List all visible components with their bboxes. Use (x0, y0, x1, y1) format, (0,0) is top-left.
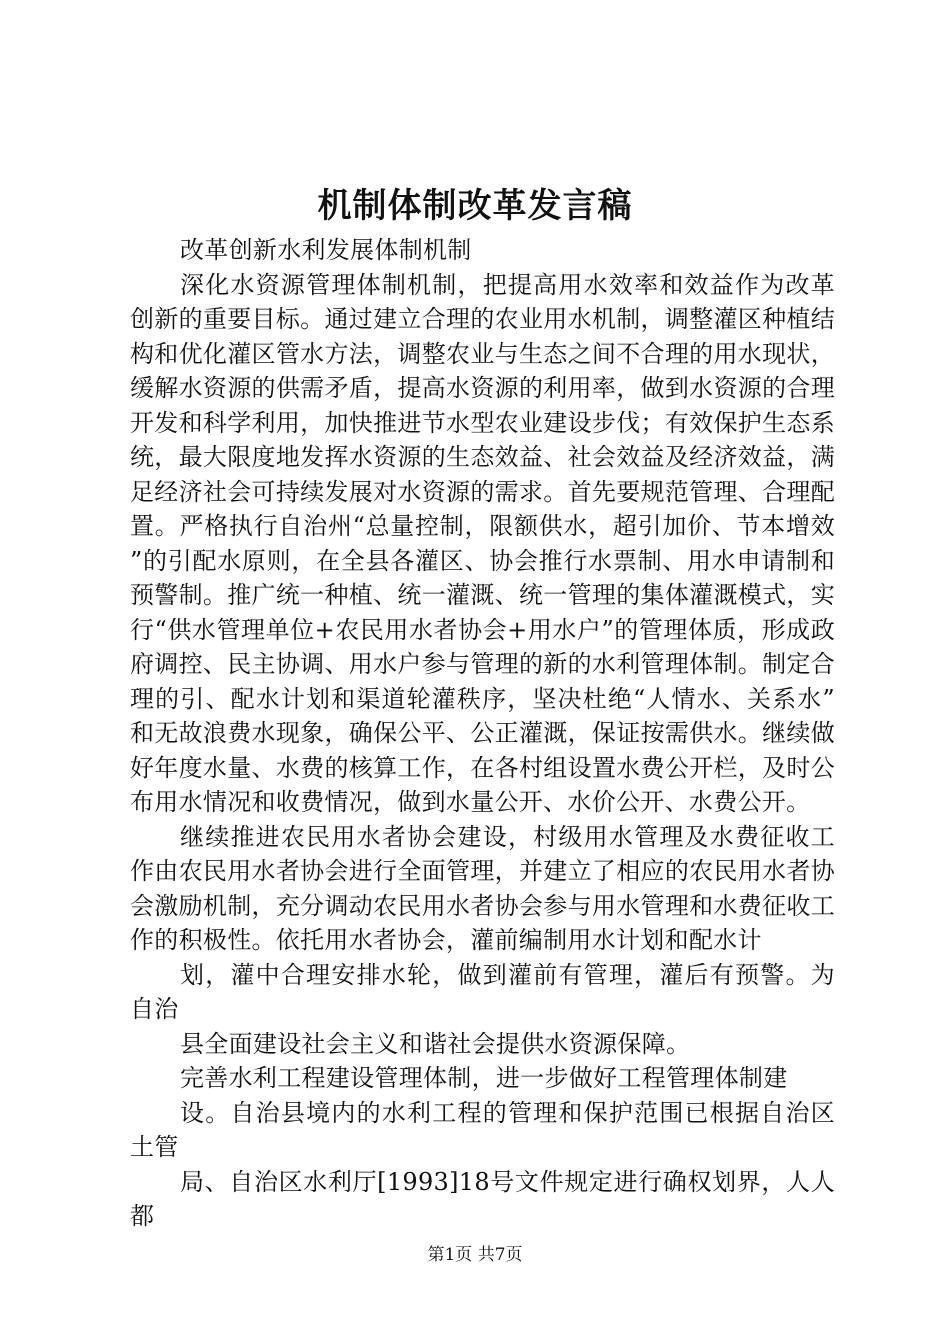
paragraph-8: 局、自治区水利厅[1993]18号文件规定进行确权划界，人人都 (130, 1167, 835, 1230)
page-footer: 第1页 共7页 (427, 1245, 523, 1265)
document-title: 机制体制改革发言稿 (317, 186, 633, 226)
paragraph-7: 设。自治县境内的水利工程的管理和保护范围已根据自治区土管 (130, 1098, 835, 1161)
paragraph-2: 深化水资源管理体制机制，把提高用水效率和效益作为改革创新的重要目标。通过建立合理的农业用水机制，调整灌区种植结构和优化灌区管水方法，调整农业与生态之间不合理的用水现状，缓解水资源的供需矛盾，提高水资源的利用率，做到水资源的合理开发和科学利用，加快推进节水型农业建设步伐；有效保护生态系统，最大限度地发挥水资源的生态效益、社会效益及经济效益，满足经济社会可持续发展对水资源的需求。首先要规范管理、合理配置。严格执行自治州“总量控制，限额供水，超引加价、节本增效”的引配水原则，在全县各灌区、协会推行水票制、用水申请制和预警制。推广统一种植、统一灌溉、统一管理的集体灌溉模式，实行“供水管理单位+农民用水者协会+用水户”的管理体质，形成政府调控、民主协调、用水户参与管理的新的水利管理体制。制定合理的引、配水计划和渠道轮灌秩序，坚决杜绝“人情水、关系水”和无故浪费水现象，确保公平、公正灌溉，保证按需供水。继续做好年度水量、水费的核算工作，在各村组设置水费公开栏，及时公布用水情况和收费情况，做到水量公开、水价公开、水费公开。 (130, 270, 835, 816)
paragraph-5: 县全面建设社会主义和谐社会提供水资源保障。 (180, 1029, 691, 1058)
paragraph-4: 划，灌中合理安排水轮，做到灌前有管理，灌后有预警。为自治 (130, 960, 835, 1023)
paragraph-3: 继续推进农民用水者协会建设，村级用水管理及水费征收工作由农民用水者协会进行全面管理，并建立了相应的农民用水者协会激励机制，充分调动农民用水者协会参与用水管理和水费征收工作的积极性。依托用水者协会，灌前编制用水计划和配水计 (130, 822, 835, 954)
paragraph-1: 改革创新水利发展体制机制 (180, 236, 472, 264)
document-body (130, 233, 835, 1234)
paragraph-6: 完善水利工程建设管理体制，进一步做好工程管理体制建 (180, 1064, 788, 1092)
